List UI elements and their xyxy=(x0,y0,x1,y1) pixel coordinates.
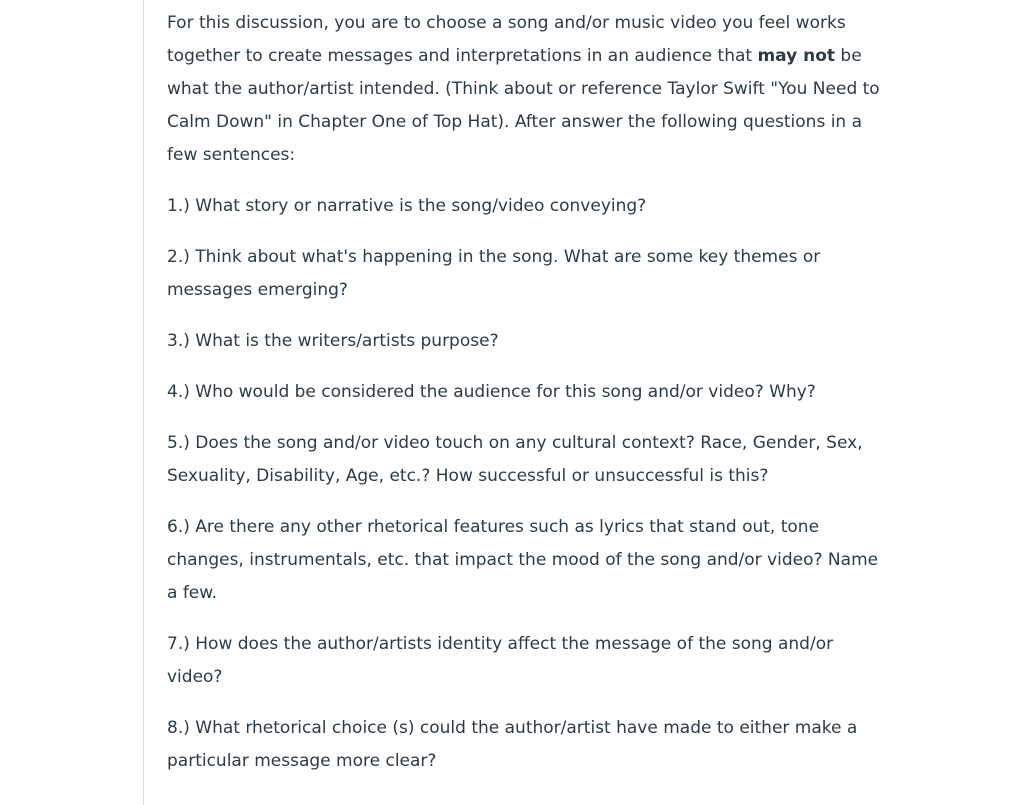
intro-text-end: be what the author/artist intended. (Think about or reference Taylor Swift "You Need to Calm Down" in Chapter One of Top Hat). After answer the following questions in a few sentences: xyxy=(167,46,880,165)
content-left-border xyxy=(143,0,144,805)
intro-emphasis: may not xyxy=(757,46,836,66)
intro-paragraph xyxy=(167,7,887,172)
question-4: 4.) Who would be considered the audience for this song and/or video? Why? xyxy=(167,382,816,402)
question-3: 3.) What is the writers/artists purpose? xyxy=(167,331,499,351)
question-8: 8.) What rhetorical choice (s) could the author/artist have made to either make a particular message more clear? xyxy=(167,718,858,771)
intro-text-start: For this discussion, you are to choose a song and/or music video you feel works together to create messages and interpretations in an audience that xyxy=(167,13,846,66)
question-1: 1.) What story or narrative is the song/video conveying? xyxy=(167,196,647,216)
question-5: 5.) Does the song and/or video touch on any cultural context? Race, Gender, Sex, Sexuality, Disability, Age, etc.? How successful or unsuccessful is this? xyxy=(167,433,863,486)
question-7: 7.) How does the author/artists identity affect the message of the song and/or video? xyxy=(167,634,834,687)
question-2: 2.) Think about what's happening in the song. What are some key themes or messages emerging? xyxy=(167,247,821,300)
discussion-prompt xyxy=(167,7,887,796)
question-6: 6.) Are there any other rhetorical features such as lyrics that stand out, tone changes, instrumentals, etc. that impact the mood of the song and/or video? Name a few. xyxy=(167,517,879,603)
